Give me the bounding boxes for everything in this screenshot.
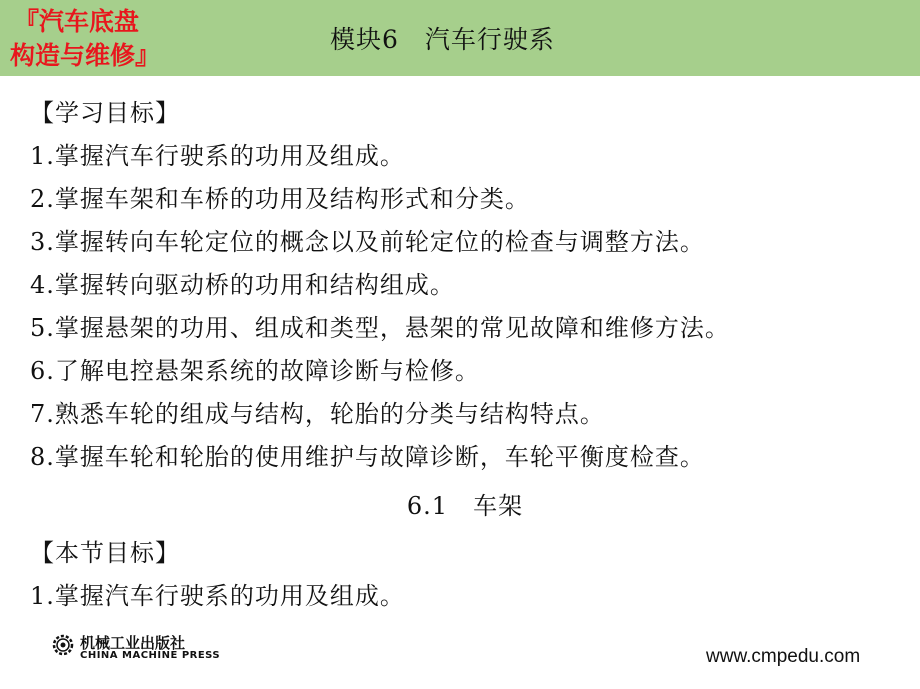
goal-item: 8.掌握车轮和轮胎的使用维护与故障诊断，车轮平衡度检查。 (30, 443, 705, 471)
goal-item: 1.掌握汽车行驶系的功用及组成。 (30, 142, 405, 170)
goal-item: 6.了解电控悬架系统的故障诊断与检修。 (30, 357, 480, 385)
goals-heading: 【学习目标】 (30, 99, 180, 127)
slide-content (30, 92, 900, 618)
page-title: 模块6 汽车行驶系 (330, 25, 555, 54)
section-goals-heading: 【本节目标】 (30, 539, 180, 567)
goal-item: 2.掌握车架和车桥的功用及结构形式和分类。 (30, 185, 530, 213)
header-divider (0, 76, 920, 80)
gear-icon (52, 634, 74, 656)
logo-text-line1: 汽车底盘 (39, 7, 140, 36)
section-goal-item: 1.掌握汽车行驶系的功用及组成。 (30, 582, 405, 610)
logo-open-bracket: 『 (14, 7, 40, 36)
logo-text-line2: 构造与维修 (10, 41, 136, 70)
course-logo-line1 (14, 8, 139, 36)
section-title: 6.1 车架 (406, 492, 524, 520)
publisher-name-en: CHINA MACHINE PRESS (80, 650, 221, 661)
goal-item: 3.掌握转向车轮定位的概念以及前轮定位的检查与调整方法。 (30, 228, 705, 256)
goal-item: 4.掌握转向驱动桥的功用和结构组成。 (30, 271, 455, 299)
goal-item: 5.掌握悬架的功用、组成和类型，悬架的常见故障和维修方法。 (30, 314, 730, 342)
website-url: www.cmpedu.com (706, 646, 861, 667)
goal-item: 7.熟悉车轮的组成与结构，轮胎的分类与结构特点。 (30, 400, 605, 428)
course-logo-line2 (10, 42, 160, 70)
logo-close-bracket: 』 (135, 41, 161, 70)
publisher-name-cn: 机械工业出版社 (80, 634, 186, 652)
